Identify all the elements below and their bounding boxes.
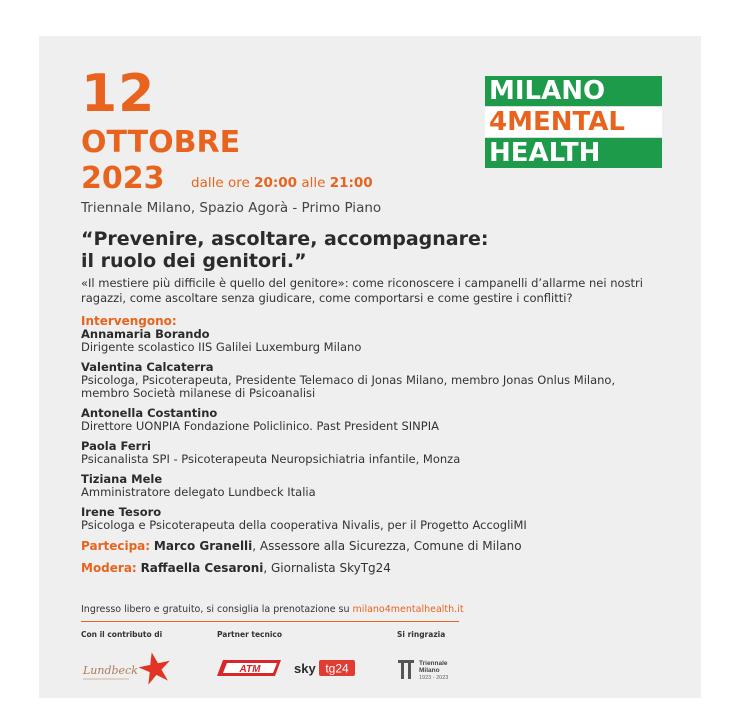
sky-wordmark: sky: [294, 661, 316, 676]
tg24-wordmark: tg24: [325, 661, 349, 676]
partecipa-role: , Assessore alla Sicurezza, Comune di Milano: [252, 539, 522, 553]
speaker-item: [81, 440, 661, 466]
time-mid: alle: [297, 175, 330, 191]
speaker-item: [81, 328, 661, 354]
speaker-role: Dirigente scolastico IIS Galilei Luxemburg Milano: [81, 340, 362, 354]
atm-wordmark: ATM: [239, 664, 261, 675]
partecipa-name: Marco Granelli: [153, 539, 253, 553]
event-month: OTTOBRE: [81, 125, 241, 160]
talk-title-line-2: il ruolo dei genitori.”: [81, 250, 307, 272]
logo-line-1: MILANO: [485, 76, 662, 106]
speaker-role: Direttore UONPIA Fondazione Policlinico. Past President SINPIA: [81, 419, 439, 433]
speaker-role: Psicologa, Psicoterapeuta, Presidente Telemaco di Jonas Milano, membro Jonas Onlus Milano, membro Società milanese di Psicoanalisi: [81, 373, 616, 400]
speakers-heading: Intervengono:: [81, 314, 177, 328]
talk-title-line-1: “Prevenire, ascoltare, accompagnare:: [81, 228, 489, 250]
triennale-line-1: Triennale: [419, 660, 448, 667]
event-time: [191, 175, 373, 191]
time-start: 20:00: [254, 175, 298, 191]
speaker-name: Paola Ferri: [81, 439, 151, 453]
partecipa-label: Partecipa:: [81, 539, 151, 553]
talk-subtitle: «Il mestiere più difficile è quello del genitore»: come riconoscere i campanelli d’allarme nei nostri ragazzi, come ascoltare senza giudicare, come comportarsi e come gestire i conflitti?: [81, 276, 643, 305]
registration-note: [81, 604, 464, 615]
modera-line: [81, 561, 661, 575]
milano4mentalhealth-logo: [485, 76, 662, 168]
contrib-label: Con il contributo di: [81, 630, 163, 639]
speaker-name: Valentina Calcaterra: [81, 360, 214, 374]
speaker-item: [81, 361, 661, 400]
lundbeck-wordmark: Lundbeck: [83, 664, 138, 677]
skytg24-logo: [294, 658, 360, 678]
time-end: 21:00: [329, 175, 373, 191]
event-venue: Triennale Milano, Spazio Agorà - Primo Piano: [81, 200, 382, 216]
speaker-name: Irene Tesoro: [81, 505, 162, 519]
registration-text: Ingresso libero e gratuito, si consiglia la prenotazione su: [81, 604, 353, 615]
triennale-line-2: Milano: [419, 667, 440, 674]
modera-role: , Giornalista SkyTg24: [263, 561, 391, 575]
speaker-name: Antonella Costantino: [81, 406, 218, 420]
partecipa-line: [81, 539, 661, 553]
time-prefix: dalle ore: [191, 175, 255, 191]
modera-name: Raffaella Cesaroni: [140, 561, 264, 575]
triennale-line-3: 1923 - 2023: [419, 675, 449, 681]
event-card: [39, 36, 701, 698]
event-day: 12: [81, 64, 156, 124]
speaker-name: Annamaria Borando: [81, 327, 210, 341]
atm-logo: [217, 658, 283, 678]
modera-label: Modera:: [81, 561, 137, 575]
speaker-item: [81, 506, 661, 532]
event-year: 2023: [81, 161, 165, 196]
footer-divider: [81, 621, 459, 622]
speaker-name: Tiziana Mele: [81, 472, 163, 486]
speaker-role: Amministratore delegato Lundbeck Italia: [81, 485, 316, 499]
talk-title: [81, 228, 641, 272]
lundbeck-star-icon: [136, 649, 174, 686]
speakers-section: [81, 314, 661, 583]
speaker-role: Psicanalista SPI - Psicoterapeuta Neuropsichiatria infantile, Monza: [81, 452, 461, 466]
triennale-logo: [397, 656, 477, 684]
speaker-item: [81, 473, 661, 499]
logo-line-2: 4MENTAL: [485, 106, 662, 138]
registration-link[interactable]: milano4mentalhealth.it: [352, 604, 464, 615]
partner-label: Partner tecnico: [217, 630, 283, 639]
speaker-role: Psicologa e Psicoterapeuta della cooperativa Nivalis, per il Progetto AccogliMI: [81, 518, 527, 532]
speaker-item: [81, 407, 661, 433]
thanks-label: Si ringrazia: [397, 630, 446, 639]
logo-line-3: HEALTH: [485, 138, 662, 168]
lundbeck-logo: [81, 648, 181, 688]
